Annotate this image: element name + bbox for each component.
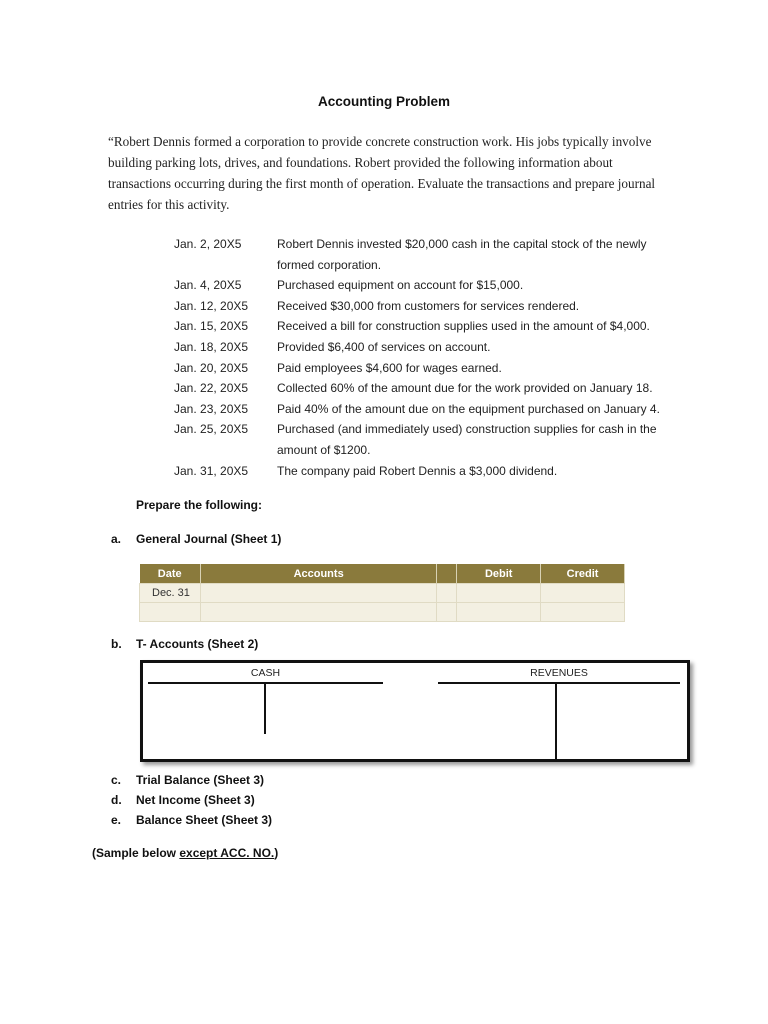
task-d: [111, 793, 255, 807]
journal-cell-debit: [457, 584, 541, 603]
journal-header-accounts: Accounts: [200, 564, 436, 584]
t-account-revenues-title: REVENUES: [530, 667, 588, 679]
journal-cell-spacer: [437, 584, 457, 603]
task-label: Balance Sheet (Sheet 3): [136, 813, 273, 827]
transaction-description: Provided $6,400 of services on account.: [277, 339, 491, 354]
general-journal-table: [139, 564, 625, 622]
task-letter: d.: [111, 793, 122, 807]
journal-row: [140, 584, 625, 603]
page-title: Accounting Problem: [317, 94, 450, 109]
journal-header-date: Date: [140, 564, 201, 584]
journal-header-credit: Credit: [541, 564, 625, 584]
sample-note-prefix: (Sample below: [92, 846, 180, 860]
journal-cell-date: [140, 603, 201, 622]
journal-header-spacer: [437, 564, 457, 584]
journal-cell-debit: [457, 603, 541, 622]
transaction-date: Jan. 2, 20X5: [174, 237, 242, 251]
transaction-description: Purchased equipment on account for $15,000.: [277, 278, 524, 293]
task-letter: a.: [111, 532, 122, 546]
t-account-cash-title: CASH: [250, 667, 281, 679]
task-b: [111, 637, 258, 651]
task-e: [111, 813, 272, 827]
task-c: [111, 773, 264, 787]
t-account-cash-divider: [264, 684, 266, 734]
transaction-description: Paid employees $4,600 for wages earned.: [277, 360, 502, 375]
task-letter: b.: [111, 637, 122, 651]
journal-cell-credit: [541, 584, 625, 603]
transaction-row: [174, 337, 674, 358]
transaction-row: [174, 358, 674, 379]
sample-note-underlined: except ACC. NO.: [179, 846, 275, 860]
transaction-date: Jan. 15, 20X5: [174, 319, 249, 334]
transaction-date: Jan. 20, 20X5: [174, 360, 249, 375]
task-label: T- Accounts (Sheet 2): [136, 637, 259, 651]
t-accounts-box: [140, 660, 690, 762]
transaction-row: [174, 419, 674, 460]
journal-row: [140, 603, 625, 622]
t-account-revenues-divider: [555, 684, 557, 759]
transaction-row: [174, 461, 674, 482]
transaction-date: Jan. 23, 20X5: [174, 401, 249, 416]
task-label: General Journal (Sheet 1): [136, 532, 282, 546]
sample-note: [92, 846, 278, 860]
task-label: Net Income (Sheet 3): [136, 793, 255, 807]
journal-cell-accounts: [200, 584, 436, 603]
journal-header-row: [140, 564, 625, 584]
task-label: Trial Balance (Sheet 3): [136, 773, 265, 787]
transaction-row: [174, 399, 674, 420]
sample-note-suffix: ): [274, 846, 279, 860]
transaction-description: Purchased (and immediately used) construction supplies for cash in the amount of $1200.: [277, 422, 657, 457]
transaction-row: [174, 316, 674, 337]
transaction-list: [174, 234, 674, 481]
transaction-row: [174, 234, 674, 275]
task-a: [111, 532, 281, 546]
transaction-description: Paid 40% of the amount due on the equipment purchased on January 4.: [277, 401, 660, 416]
transaction-date: Jan. 12, 20X5: [174, 298, 249, 313]
t-account-revenues-top-line: [438, 682, 680, 684]
transaction-description: The company paid Robert Dennis a $3,000 dividend.: [277, 463, 558, 478]
journal-cell-spacer: [437, 603, 457, 622]
journal-cell-credit: [541, 603, 625, 622]
intro-paragraph: “Robert Dennis formed a corporation to provide concrete construction work. His jobs typically involve building parking lots, drives, and foundations. Robert provided the following information about transactions occurring during the first month of operation. Evaluate the transactions and prepare journal entries for this activity.: [108, 134, 656, 212]
journal-header-debit: Debit: [457, 564, 541, 584]
journal-cell-accounts: [200, 603, 436, 622]
transaction-description: Received $30,000 from customers for services rendered.: [277, 298, 580, 313]
transaction-date: Jan. 25, 20X5: [174, 422, 249, 437]
prepare-heading: Prepare the following:: [136, 498, 263, 512]
transaction-date: Jan. 18, 20X5: [174, 339, 249, 354]
transaction-row: [174, 275, 674, 296]
transaction-description: Received a bill for construction supplies used in the amount of $4,000.: [277, 319, 650, 334]
transaction-date: Jan. 4, 20X5: [174, 278, 242, 293]
transaction-row: [174, 296, 674, 317]
transaction-description: Robert Dennis invested $20,000 cash in the capital stock of the newly formed corporation.: [277, 237, 647, 272]
journal-cell-date: Dec. 31: [140, 584, 201, 603]
transaction-date: Jan. 31, 20X5: [174, 463, 249, 478]
task-letter: e.: [111, 813, 122, 827]
task-letter: c.: [111, 773, 122, 787]
transaction-row: [174, 378, 674, 399]
transaction-description: Collected 60% of the amount due for the work provided on January 18.: [277, 381, 653, 396]
transaction-date: Jan. 22, 20X5: [174, 381, 249, 396]
